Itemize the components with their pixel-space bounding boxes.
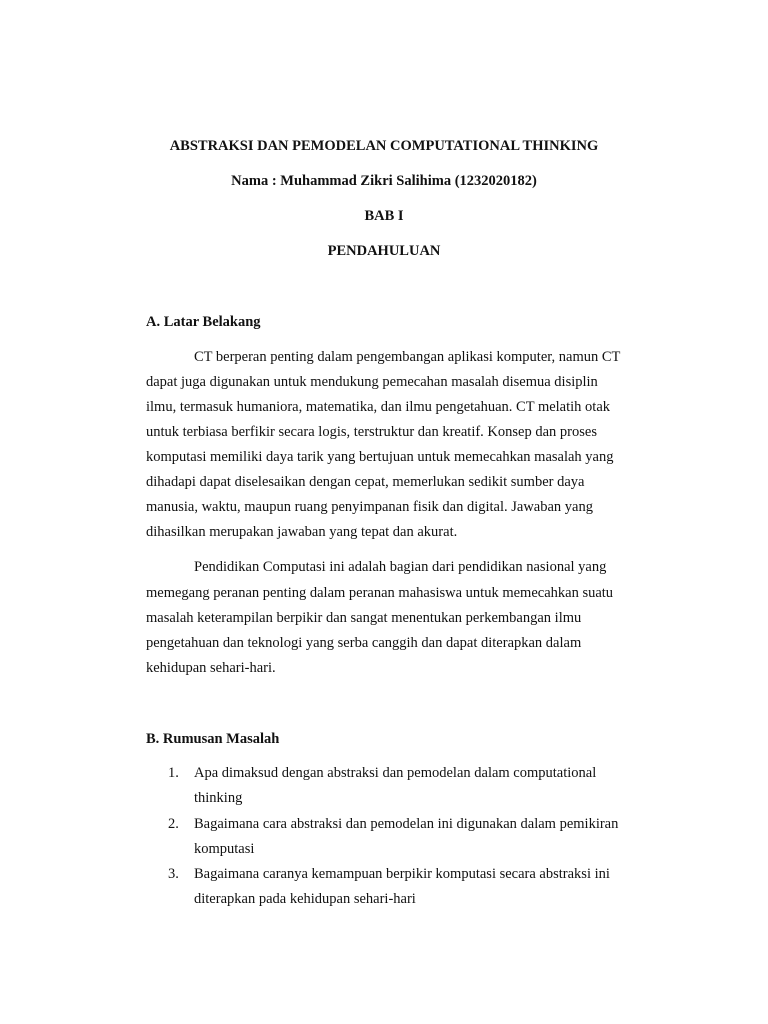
paragraph-line: memegang peranan penting dalam peranan mahasiswa untuk memecahkan suatu	[146, 585, 614, 601]
list-item-line: Bagaimana caranya kemampuan berpikir komputasi secara abstraksi ini	[194, 866, 610, 882]
list-item-line: thinking	[194, 790, 243, 806]
list-item-number: 3.	[168, 866, 179, 882]
list-item-line: Bagaimana cara abstraksi dan pemodelan ini digunakan dalam pemikiran	[194, 816, 619, 832]
author-line: Nama : Muhammad Zikri Salihima (1232020182)	[231, 173, 537, 189]
chapter-number: BAB I	[364, 208, 404, 224]
paragraph-line: untuk terbiasa berfikir secara logis, terstruktur dan kreatif. Konsep dan proses	[146, 424, 597, 440]
list-item-line: komputasi	[194, 841, 255, 857]
section-a-heading: A. Latar Belakang	[146, 314, 261, 330]
chapter-title: PENDAHULUAN	[327, 243, 441, 259]
section-b-heading: B. Rumusan Masalah	[146, 731, 280, 747]
paragraph-line: manusia, waktu, maupun ruang penyimpanan fisik dan digital. Jawaban yang	[146, 499, 593, 515]
list-item-number: 2.	[168, 816, 179, 832]
paragraph-line: Pendidikan Computasi ini adalah bagian dari pendidikan nasional yang	[194, 559, 607, 575]
paragraph-line: dapat juga digunakan untuk mendukung pemecahan masalah disemua disiplin	[146, 374, 598, 390]
paragraph-line: CT berperan penting dalam pengembangan aplikasi komputer, namun CT	[194, 349, 621, 365]
list-item-number: 1.	[168, 765, 179, 781]
paragraph-line: masalah keterampilan berpikir dan sangat menentukan perkembangan ilmu	[146, 610, 582, 626]
paragraph-line: dihadapi dapat diselesaikan dengan cepat, memerlukan sedikit sumber daya	[146, 474, 585, 490]
document-title: ABSTRAKSI DAN PEMODELAN COMPUTATIONAL THINKING	[169, 138, 599, 154]
paragraph-line: ilmu, termasuk humaniora, matematika, dan ilmu pengetahuan. CT melatih otak	[146, 399, 611, 415]
list-item-line: diterapkan pada kehidupan sehari-hari	[194, 891, 416, 907]
paragraph-line: komputasi memiliki daya tarik yang bertujuan untuk memecahkan masalah yang	[146, 449, 614, 465]
paragraph-line: pengetahuan dan teknologi yang serba canggih dan dapat diterapkan dalam	[146, 635, 582, 651]
paragraph-line: kehidupan sehari-hari.	[146, 660, 276, 676]
paragraph-line: dihasilkan merupakan jawaban yang tepat dan akurat.	[146, 524, 458, 540]
list-item-line: Apa dimaksud dengan abstraksi dan pemodelan dalam computational	[194, 765, 597, 781]
